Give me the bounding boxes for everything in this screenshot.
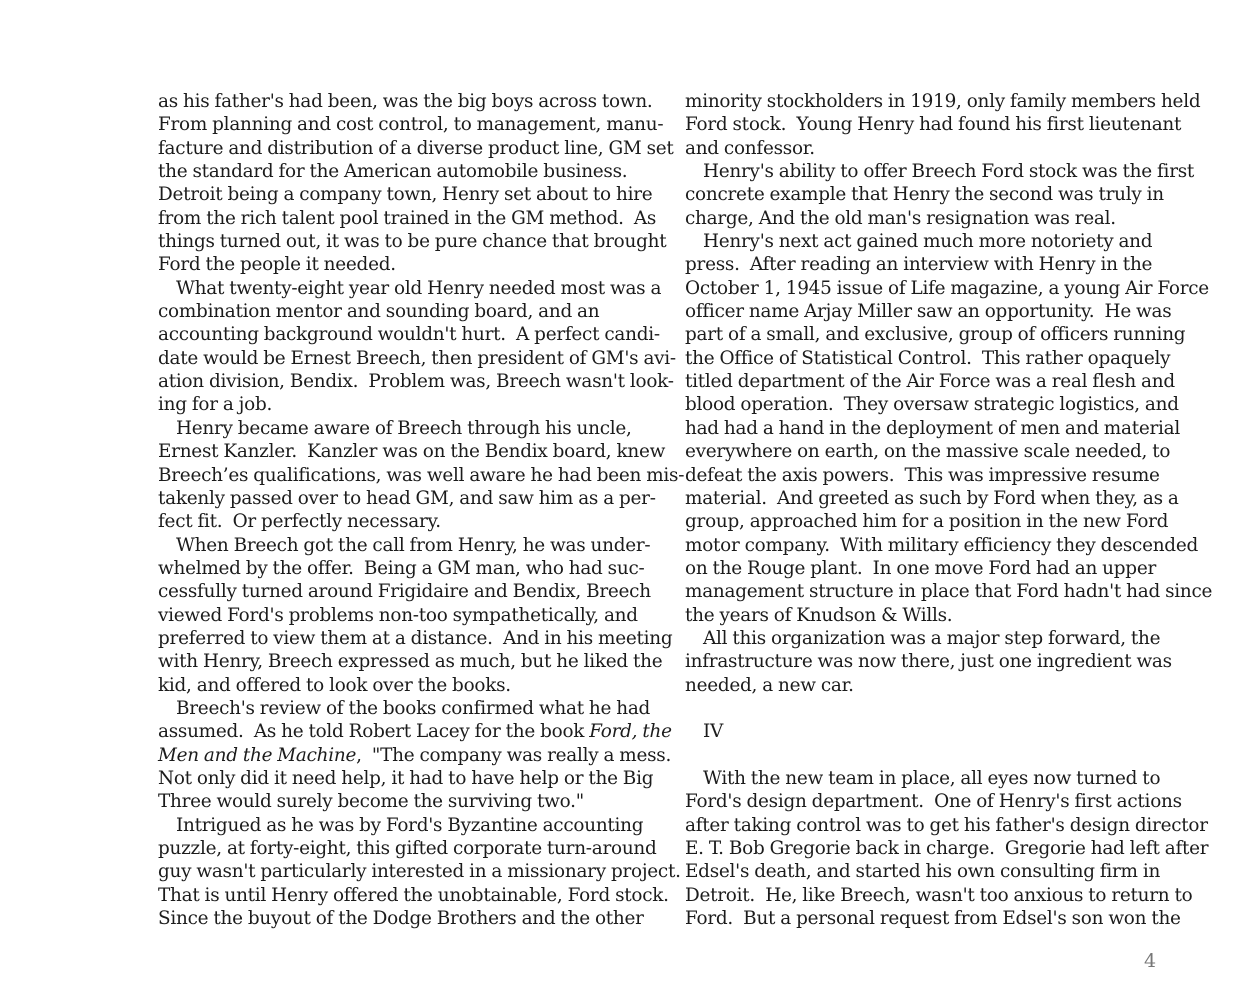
- text-line: from the rich talent pool trained in the GM method. As: [158, 207, 657, 229]
- text-line: defeat the axis powers. This was impressive resume: [685, 464, 1160, 486]
- text-line: accounting background wouldn't hurt. A perfect candi-: [158, 324, 660, 346]
- text-line: Breech’es qualifications, was well aware he had been mis-: [158, 464, 685, 486]
- text-line: Breech's review of the books confirmed what he had: [176, 697, 651, 719]
- text-line: part of a small, and exclusive, group of officers running: [685, 324, 1186, 346]
- text-line: Henry's next act gained much more notoriety and: [703, 231, 1153, 253]
- text-line: ation division, Bendix. Problem was, Breech wasn't look-: [158, 371, 674, 393]
- text-line: minority stockholders in 1919, only family members held: [685, 91, 1201, 112]
- text-line: IV: [703, 721, 724, 743]
- text-line: Intrigued as he was by Ford's Byzantine accounting: [176, 814, 644, 836]
- right-text-column: [685, 90, 1213, 930]
- text-line: titled department of the Air Force was a real flesh and: [685, 371, 1175, 393]
- text-line: [158, 720, 672, 743]
- text-line: Ford stock. Young Henry had found his first lieutenant: [685, 114, 1182, 136]
- text-line: takenly passed over to head GM, and saw him as a per-: [158, 487, 656, 509]
- text-line: Detroit. He, like Breech, wasn't too anxious to return to: [685, 884, 1193, 906]
- text-line: the standard for the American automobile business.: [158, 161, 628, 183]
- text-line: on the Rouge plant. In one move Ford had an upper: [685, 557, 1156, 579]
- text-line: had had a hand in the deployment of men and material: [685, 417, 1181, 439]
- text-line: cessfully turned around Frigidaire and Bendix, Breech: [158, 581, 651, 603]
- text-line: the years of Knudson & Wills.: [685, 604, 953, 626]
- text-line: with Henry, Breech expressed as much, but he liked the: [158, 651, 663, 673]
- text-line: as his father's had been, was the big boys across town.: [158, 91, 653, 112]
- text-line: date would be Ernest Breech, then president of GM's avi-: [158, 347, 676, 369]
- text-span: assumed. As he told Robert Lacey for the book: [158, 721, 590, 743]
- text-line: charge, And the old man's resignation was real.: [685, 207, 1116, 229]
- text-line: after taking control was to get his father's design director: [685, 814, 1208, 836]
- text-line: E. T. Bob Gregorie back in charge. Gregorie had left after: [685, 838, 1209, 859]
- text-line: guy wasn't particularly interested in a missionary project.: [158, 861, 681, 883]
- text-line: the Office of Statistical Control. This rather opaquely: [685, 347, 1171, 369]
- text-line: Ernest Kanzler. Kanzler was on the Bendix board, knew: [158, 441, 666, 463]
- text-line: That is until Henry offered the unobtainable, Ford stock.: [158, 884, 669, 906]
- text-line: Three would surely become the surviving two.": [158, 791, 584, 813]
- text-line: fect fit. Or perfectly necessary.: [158, 511, 441, 533]
- text-line: facture and distribution of a diverse product line, GM set: [158, 137, 674, 159]
- text-line: everywhere on earth, on the massive scale needed, to: [685, 441, 1171, 463]
- text-line: blood operation. They oversaw strategic logistics, and: [685, 394, 1179, 416]
- text-line: group, approached him for a position in the new Ford: [685, 511, 1169, 533]
- text-line: concrete example that Henry the second was truly in: [685, 184, 1164, 206]
- text-line: Henry's ability to offer Breech Ford stock was the first: [703, 161, 1195, 183]
- text-line: kid, and offered to look over the books.: [158, 674, 511, 696]
- text-line: motor company. With military efficiency they descended: [685, 534, 1198, 556]
- text-line: With the new team in place, all eyes now turned to: [703, 767, 1161, 789]
- text-line: infrastructure was now there, just one ingredient was: [685, 651, 1172, 673]
- text-line: officer name Arjay Miller saw an opportunity. He was: [685, 301, 1172, 323]
- text-line: Ford the people it needed.: [158, 254, 396, 276]
- text-line: puzzle, at forty-eight, this gifted corporate turn-around: [158, 838, 657, 859]
- blank-line: [685, 744, 1195, 767]
- text-line: From planning and cost control, to management, manu-: [158, 114, 664, 136]
- text-line: [158, 744, 672, 767]
- text-line: and confessor.: [685, 137, 815, 159]
- text-line: Ford. But a personal request from Edsel's son won the: [685, 908, 1181, 930]
- text-line: Not only did it need help, it had to have help or the Big: [158, 767, 654, 789]
- text-line: management structure in place that Ford hadn't had since: [685, 581, 1213, 603]
- text-line: Since the buyout of the Dodge Brothers and the other: [158, 908, 644, 930]
- text-line: What twenty-eight year old Henry needed most was a: [176, 277, 662, 299]
- text-line: viewed Ford's problems non-too sympathetically, and: [158, 604, 638, 626]
- text-line: ing for a job.: [158, 394, 273, 416]
- text-line: combination mentor and sounding board, and an: [158, 301, 600, 323]
- text-line: When Breech got the call from Henry, he was under-: [176, 534, 651, 556]
- text-line: material. And greeted as such by Ford when they, as a: [685, 487, 1179, 509]
- text-span: , "The company was really a mess.: [356, 744, 672, 766]
- blank-line: [685, 697, 1195, 720]
- text-line: needed, a new car.: [685, 674, 854, 696]
- text-line: Ford's design department. One of Henry's first actions: [685, 791, 1182, 813]
- text-line: things turned out, it was to be pure chance that brought: [158, 231, 667, 253]
- text-line: preferred to view them at a distance. And in his meeting: [158, 627, 673, 649]
- text-line: All this organization was a major step forward, the: [703, 627, 1161, 649]
- text-line: Henry became aware of Breech through his uncle,: [176, 417, 632, 439]
- page-number: 4: [1144, 950, 1157, 972]
- book-title-italic: Men and the Machine: [158, 744, 357, 766]
- book-title-italic: Ford, the: [589, 721, 672, 743]
- text-line: Edsel's death, and started his own consulting firm in: [685, 861, 1161, 883]
- text-line: Detroit being a company town, Henry set about to hire: [158, 184, 653, 206]
- text-line: whelmed by the offer. Being a GM man, who had suc-: [158, 557, 645, 579]
- left-text-column: [158, 90, 685, 930]
- text-line: October 1, 1945 issue of Life magazine, a young Air Force: [685, 277, 1209, 299]
- text-line: press. After reading an interview with Henry in the: [685, 254, 1153, 276]
